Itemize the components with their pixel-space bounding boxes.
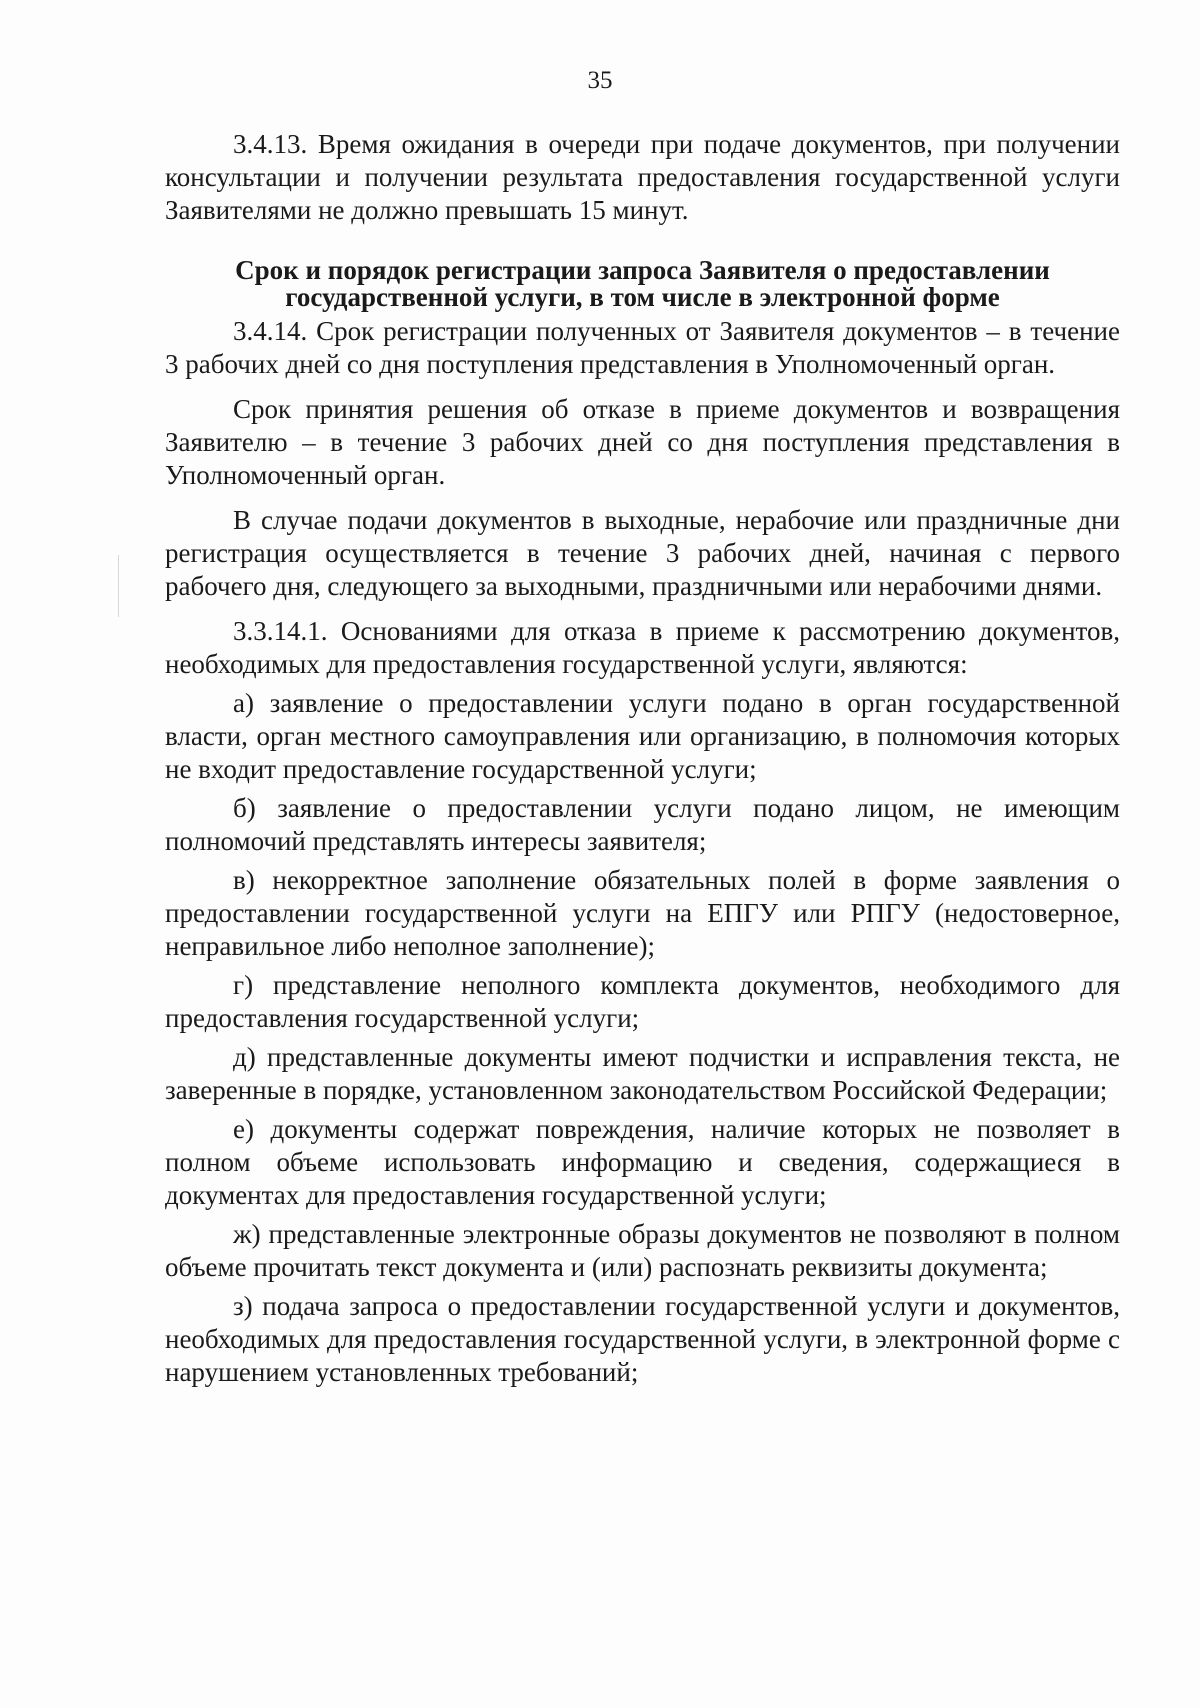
paragraph-3-4-13: 3.4.13. Время ожидания в очереди при подаче документов, при получении консультации и получении результата предоставления государственной услуги Заявителями не должно превышать 15 минут.: [165, 129, 1120, 225]
page-number: 35: [587, 67, 613, 94]
scan-margin-mark: [118, 555, 119, 617]
list-item: а) заявление о предоставлении услуги подано в орган государственной власти, орган местного самоуправления или организацию, в полномочия которых не входит предоставление государственной услуги;: [165, 688, 1120, 784]
paragraph-3-4-14: 3.4.14. Срок регистрации полученных от Заявителя документов – в течение 3 рабочих дней со дня поступления представления в Уполномоченный орган.: [165, 316, 1120, 379]
list-item: в) некорректное заполнение обязательных полей в форме заявления о предоставлении государственной услуги на ЕПГУ или РПГУ (недостоверное, неправильное либо неполное заполнение);: [165, 865, 1120, 961]
list-item: б) заявление о предоставлении услуги подано лицом, не имеющим полномочий представлять интересы заявителя;: [165, 793, 1120, 856]
paragraph-refusal-term: Срок принятия решения об отказе в приеме документов и возвращения Заявителю – в течение 3 рабочих дней со дня поступления представления в Уполномоченный орган.: [165, 394, 1120, 490]
paragraph-weekend-registration: В случае подачи документов в выходные, нерабочие или праздничные дни регистрация осуществляется в течение 3 рабочих дней, начиная с первого рабочего дня, следующего за выходными, праздничными или нерабочими днями.: [165, 505, 1120, 601]
list-item: д) представленные документы имеют подчистки и исправления текста, не заверенные в порядке, установленном законодательством Российской Федерации;: [165, 1042, 1120, 1105]
list-item: е) документы содержат повреждения, наличие которых не позволяет в полном объеме использовать информацию и сведения, содержащиеся в документах для предоставления государственной услуги;: [165, 1114, 1120, 1210]
list-item: з) подача запроса о предоставлении государственной услуги и документов, необходимых для предоставления государственной услуги, в электронной форме с нарушением установленных требований;: [165, 1291, 1120, 1387]
section-heading-line-1: Срок и порядок регистрации запроса Заявителя о предоставлении: [235, 255, 1050, 285]
list-item: г) представление неполного комплекта документов, необходимого для предоставления государственной услуги;: [165, 970, 1120, 1033]
paragraph-3-3-14-1: 3.3.14.1. Основаниями для отказа в приеме к рассмотрению документов, необходимых для предоставления государственной услуги, являются:: [165, 616, 1120, 679]
section-heading-line-2: государственной услуги, в том числе в электронной форме: [285, 282, 1000, 312]
section-heading: [165, 257, 1120, 311]
list-item: ж) представленные электронные образы документов не позволяют в полном объеме прочитать текст документа и (или) распознать реквизиты документа;: [165, 1219, 1120, 1282]
document-body: [165, 128, 1120, 1389]
